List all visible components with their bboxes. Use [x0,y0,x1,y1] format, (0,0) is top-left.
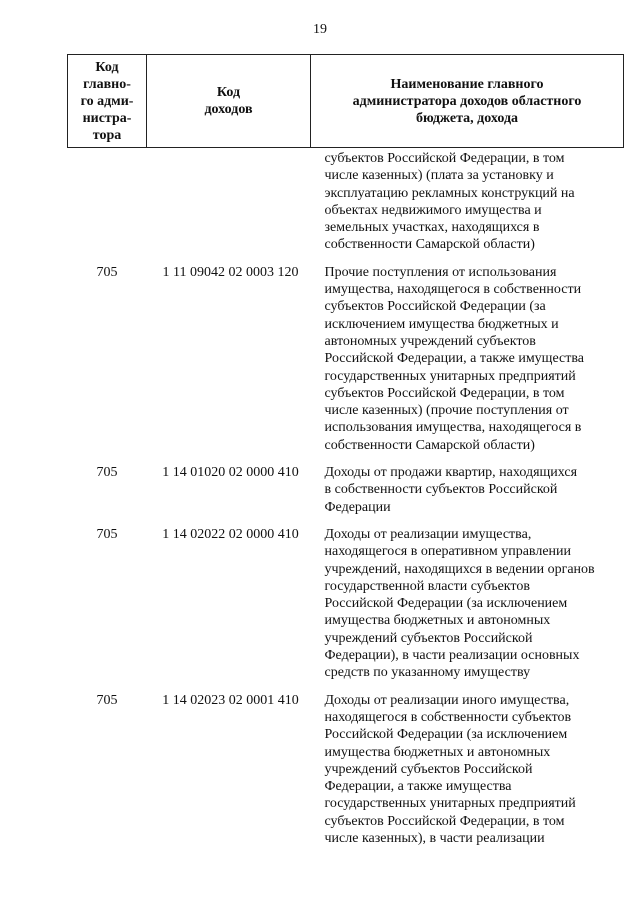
revenue-table [67,54,624,857]
name-line: числе казенных) (прочие поступления от [324,403,569,419]
header-line: тора [92,127,122,143]
revenue-name-cell [311,526,624,692]
revenue-name-cell [311,464,624,526]
header-line: нистра- [82,110,132,126]
name-line: находящегося в собственности субъектов [324,709,572,725]
table-header-row [68,55,624,148]
name-line: государственных унитарных предприятий [324,368,576,384]
admin-code-cell: 705 [96,526,118,542]
admin-code-cell: 705 [96,264,118,280]
header-line: Код [216,85,241,100]
name-line: числе казенных) (плата за установку и [324,168,554,184]
revenue-code-cell [147,148,311,264]
revenue-code-cell: 1 14 02022 02 0000 410 [162,526,299,542]
name-line: Российской Федерации, а также имущества [324,351,584,367]
name-line: имущества бюджетных и автономных [324,744,551,760]
page-number: 19 [313,22,327,37]
name-line: субъектов Российской Федерации (за [324,299,546,315]
name-line: Доходы от продажи квартир, находящихся [324,465,578,481]
header-admin-code [68,55,147,148]
table-row [68,464,624,526]
name-line: земельных участках, находящихся в [324,220,540,236]
table-row [68,148,624,264]
name-line: находящегося в оперативном управлении [324,544,572,560]
name-line: государственной власти субъектов [324,578,530,594]
name-line: государственных унитарных предприятий [324,796,576,812]
name-line: субъектов Российской Федерации, в том [324,151,565,166]
name-line: использования имущества, находящегося в [324,420,582,436]
name-line: имущества, находящегося в собственности [324,282,582,298]
name-line: Федерации, а также имущества [324,779,512,795]
revenue-name-cell [311,692,624,858]
header-line: го адми- [80,93,134,109]
name-line: исключением имущества бюджетных и [324,316,559,332]
table-row [68,692,624,858]
name-line: учреждений субъектов Российской [324,630,533,646]
name-line: эксплуатацию рекламных конструкций на [324,185,575,201]
name-line: учреждений субъектов Российской [324,761,533,777]
revenue-code-cell: 1 14 02023 02 0001 410 [162,692,299,708]
name-line: Доходы от реализации иного имущества, [324,692,570,708]
revenue-code-cell: 1 14 01020 02 0000 410 [162,465,299,481]
name-line: Российской Федерации (за исключением [324,596,568,612]
name-line: имущества бюджетных и автономных [324,613,551,629]
header-line: Код [95,59,119,75]
table-row [68,526,624,692]
name-line: Российской Федерации (за исключением [324,727,568,743]
header-revenue-code [147,55,311,148]
admin-code-cell [68,148,147,264]
header-line: бюджета, дохода [415,110,519,126]
header-line: доходов [204,102,253,117]
revenue-name-cell [311,264,624,464]
name-line: объектах недвижимого имущества и [324,202,542,218]
name-line: в собственности субъектов Российской [324,482,558,498]
header-name [311,55,624,148]
name-line: собственности Самарской области) [324,437,535,453]
name-line: субъектов Российской Федерации, в том [324,385,565,401]
table-row [68,264,624,464]
name-line: Федерации [324,499,391,515]
admin-code-cell: 705 [96,465,118,481]
name-line: автономных учреждений субъектов [324,333,536,349]
name-line: собственности Самарской области) [324,237,535,253]
header-line: администратора доходов областного [352,93,582,109]
revenue-name-cell [311,148,624,264]
admin-code-cell: 705 [96,692,118,708]
revenue-code-cell: 1 11 09042 02 0003 120 [162,264,299,280]
table-body [68,148,624,858]
header-line: главно- [83,76,131,92]
name-line: Федерации), в части реализации основных [324,648,580,664]
header-line: Наименование главного [390,76,544,92]
name-line: числе казенных), в части реализации [324,830,545,846]
name-line: субъектов Российской Федерации, в том [324,813,565,829]
name-line: учреждений, находящихся в ведении органов [324,561,595,577]
name-line: Прочие поступления от использования [324,264,557,280]
name-line: средств по указанному имуществу [324,665,531,681]
name-line: Доходы от реализации имущества, [324,526,532,542]
